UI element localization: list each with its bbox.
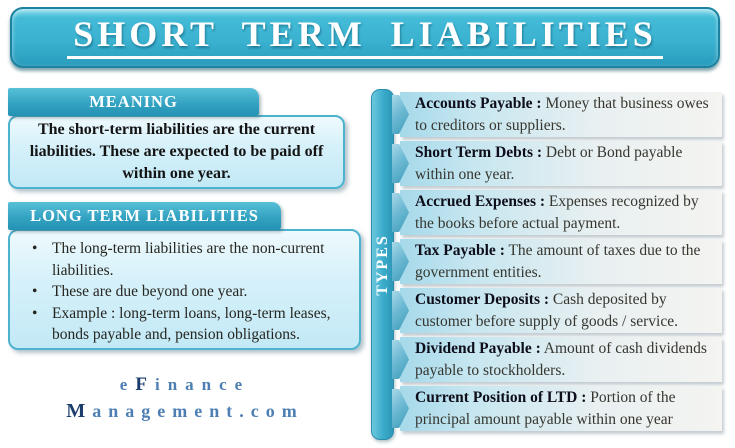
bullet-item: • The long-term liabilities are the non-current liabilities. [16,238,351,281]
type-item-customer-deposits [392,288,722,333]
bullet-item: • Example : long-term loans, long-term leases, bonds payable and, pension obligations. [16,303,351,346]
type-item-text: Customer Deposits : Cash deposited by customer before supply of goods / service. [400,288,722,333]
meaning-body-text: The short-term liabilities are the current liabilities. These are expected to be paid off within one year. [29,121,324,182]
bullet-item: • These are due beyond one year. [16,281,351,303]
type-item-text: Accrued Expenses : Expenses recognized by the books before actual payment. [400,190,722,235]
meaning-section-header [8,88,259,116]
type-item-tax-payable [392,239,722,284]
logo-line-1: eFinance [119,374,251,395]
type-item-accounts-payable [392,92,722,137]
page-title: SHORT TERM LIABILITIES [67,16,663,59]
type-item-text: Dividend Payable : Amount of cash dividends payable to stockholders. [400,337,722,382]
long-term-section-header [8,202,281,230]
type-item-text: Tax Payable : The amount of taxes due to the government entities. [400,239,722,284]
types-vertical-bar [371,89,394,440]
meaning-header-label: MEANING [89,92,178,111]
type-item-text: Short Term Debts : Debt or Bond payable within one year. [400,141,722,186]
type-item-dividend-payable [392,337,722,382]
type-item-text: Accounts Payable : Money that business owes to creditors or suppliers. [400,92,722,137]
meaning-body-box [8,115,345,189]
type-item-short-term-debts [392,141,722,186]
long-term-body-box [8,229,361,350]
type-item-current-position-of-ltd [392,386,722,431]
title-banner [10,7,720,68]
types-label: TYPES [373,233,391,296]
type-item-text: Current Position of LTD : Portion of the principal amount payable within one year [400,386,722,431]
type-item-accrued-expenses [392,190,722,235]
efinancemanagement-logo [0,374,370,423]
long-term-bullet-list [16,238,351,346]
long-term-header-label: LONG TERM LIABILITIES [30,206,259,225]
logo-line-2: Management.com [66,400,304,422]
